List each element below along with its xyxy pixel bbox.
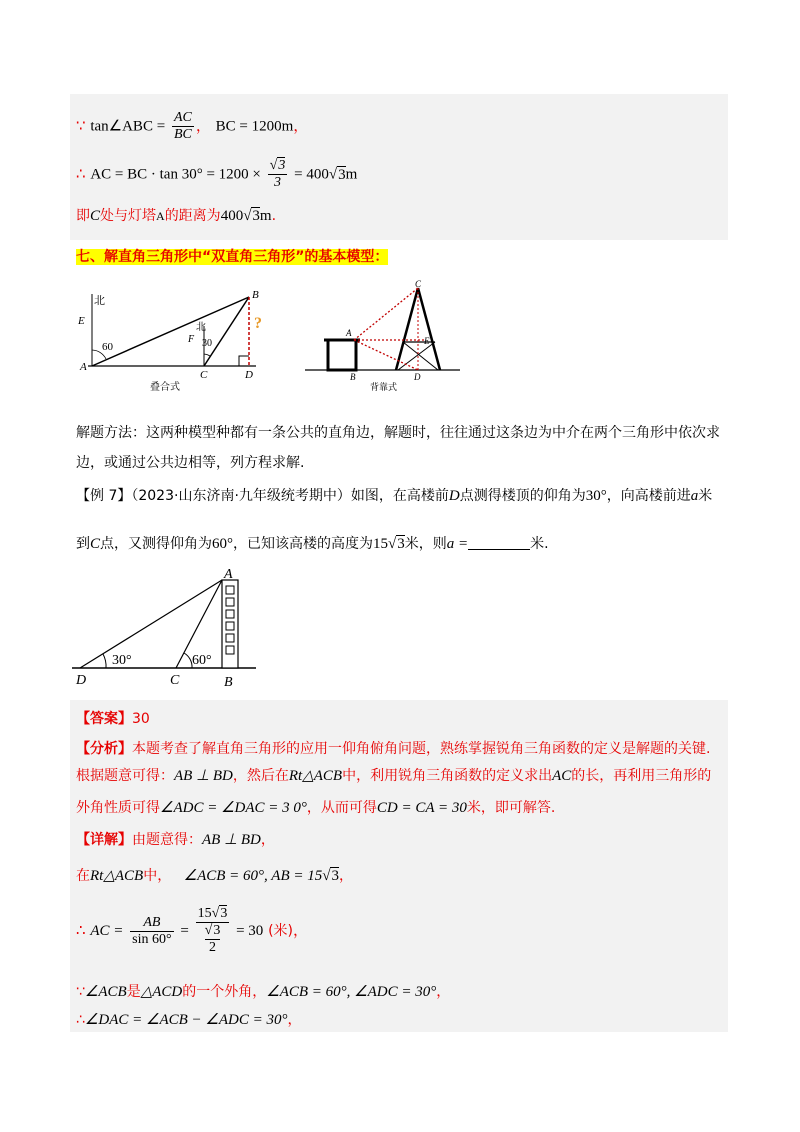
figure-overlap-model [74, 284, 274, 394]
fraction-ac-bc: $\frac{AC}{BC}$ [173, 110, 192, 142]
svg-text:60°: 60° [192, 653, 212, 668]
fraction-ab-sin60: $\frac{AB}{\sin 60^\circ}$ [132, 914, 172, 947]
svg-text:E: E [78, 315, 85, 327]
analysis-line-3: 外角性质可得∠ADC = ∠DAC = 3 0°，从而可得CD = CA = 30米，即可解答. [76, 800, 556, 816]
detail-line-1: 【详解】由题意得：AB ⊥ BD， [76, 832, 275, 848]
svg-text:C: C [170, 673, 180, 688]
detail-line-5: ∴∠DAC = ∠ACB − ∠ADC = 30°， [76, 1012, 302, 1028]
because-symbol: ∵ [76, 116, 86, 135]
svg-text:B: B [224, 675, 233, 690]
svg-text:A: A [80, 361, 87, 373]
answer-line: 【答案】30 [76, 711, 150, 727]
svg-text:30°: 30° [112, 653, 132, 668]
analysis-line-2: 根据题意可得：AB ⊥ BD，然后在Rt△ACB中，利用锐角三角函数的定义求出AC的长，再利用三角形的 [76, 768, 712, 784]
svg-text:B: B [252, 289, 259, 301]
svg-text:60: 60 [102, 341, 113, 353]
svg-text:30: 30 [202, 338, 212, 349]
svg-text:C: C [415, 280, 422, 289]
detail-line-4: ∵∠ACB是△ACD的一个外角，∠ACB = 60°, ∠ADC = 30°， [76, 984, 451, 1000]
method-paragraph: 解题方法：这两种模型种都有一条公共的直角边，解题时，往往通过这条边为中介在两个三角形中依次求边，或通过公共边相等，列方程求解. [76, 425, 720, 471]
svg-text:A: A [224, 567, 233, 582]
section-heading: 七、解直角三角形中“双直角三角形”的基本模型： [76, 249, 389, 265]
question-mark: ? [254, 315, 262, 332]
figure-building-elevation [70, 566, 270, 690]
svg-text:E: E [424, 336, 430, 346]
north-label-1: 北 [94, 295, 105, 307]
answer-blank [468, 535, 530, 550]
analysis-line-1: 【分析】本题考查了解直角三角形的应用一仰角俯角问题，熟练掌握锐角三角函数的定义是解题的关键. [76, 741, 711, 757]
svg-text:A: A [346, 328, 352, 338]
therefore-symbol: ∴ [76, 164, 86, 183]
svg-text:F: F [188, 334, 195, 345]
top-line-2: ∴ AC = BC · tan 30° = 1200 × $\frac{√3}{3}$ = 400√3m [76, 158, 358, 190]
top-line-1: ∵ tan∠ABC = $\frac{AC}{BC}$ ， BC = 1200m， [76, 110, 309, 142]
fraction-compound: 15√3 √3 2 [197, 906, 228, 955]
figure-back-to-back-model [300, 280, 470, 392]
svg-text:D: D [245, 369, 253, 381]
detail-line-2: 在Rt△ACB中， ∠ACB = 60°, AB = 15√3， [76, 868, 353, 884]
svg-text:B: B [350, 372, 356, 382]
fraction-root3-3: $\frac{√3}{3}$ [269, 158, 286, 190]
example-7: 【例 7】（2023·山东济南·九年级统考期中）如图，在高楼前D点测得楼顶的仰角为30°，向高楼前进a米 到C点，又测得仰角为60°，已知该高楼的高度为15√3米，则a = 米. [76, 488, 713, 552]
caption-overlap: 叠合式 [150, 382, 180, 393]
svg-text:C: C [200, 369, 208, 381]
svg-text:D: D [414, 372, 421, 382]
caption-back-to-back: 背靠式 [370, 382, 398, 392]
top-line-3: 即C处与灯塔A的距离为400√3m. [76, 208, 277, 224]
north-label-2: 北 [196, 322, 206, 333]
detail-line-3: ∴ AC = $\frac{AB}{\sin 60^\circ}$ = 15√3 √3 2 = 30 (米)， [76, 906, 309, 955]
svg-text:D: D [76, 673, 87, 688]
